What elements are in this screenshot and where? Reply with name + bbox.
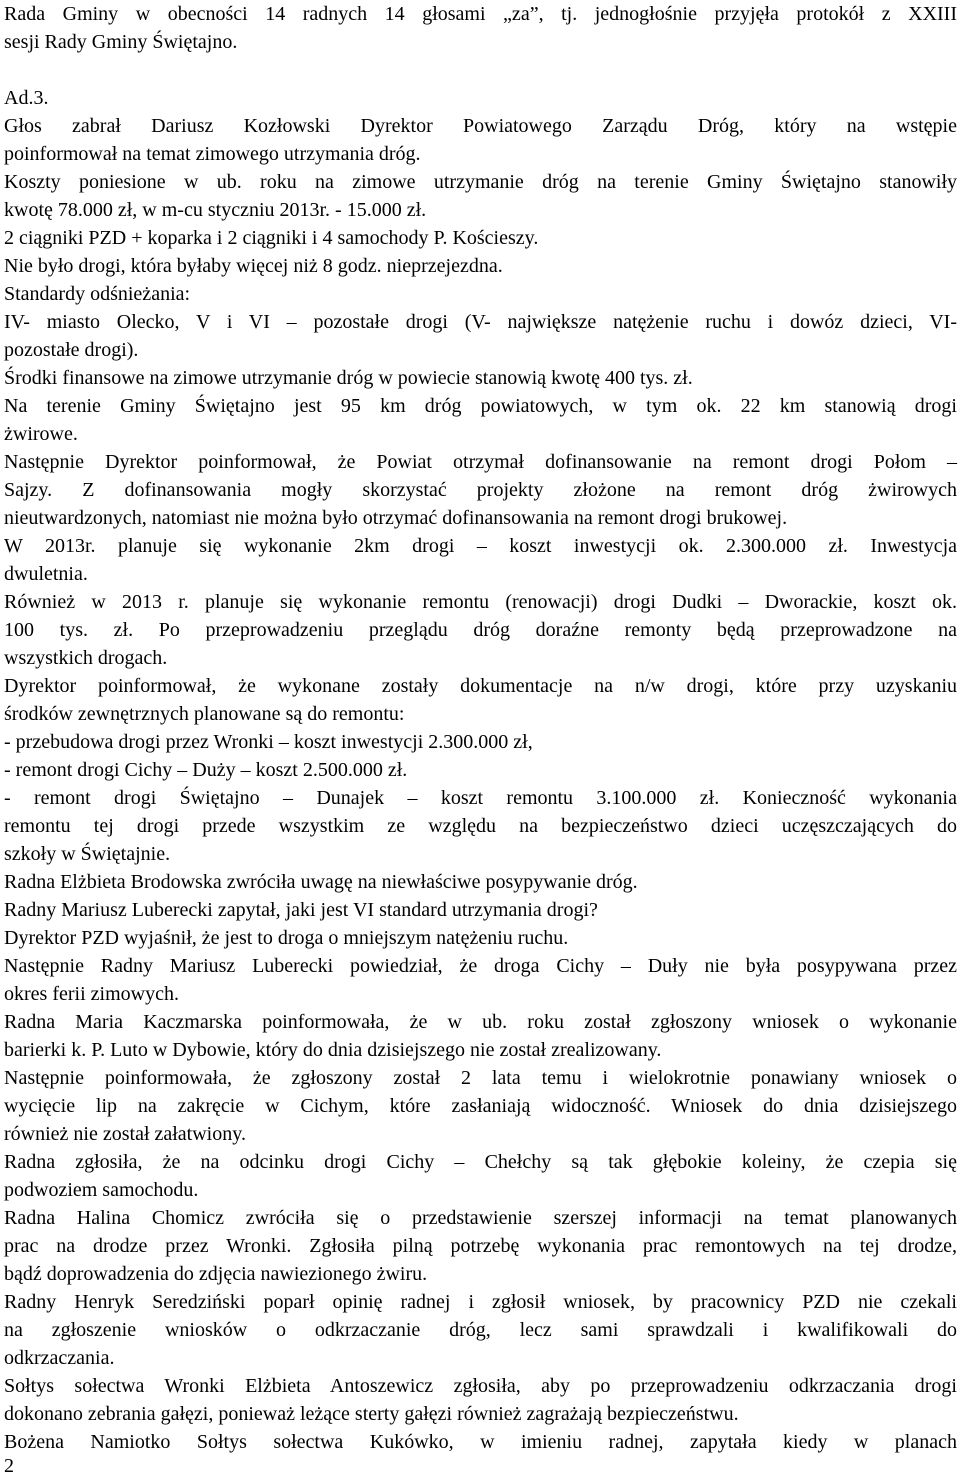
text-line: Radna zgłosiła, że na odcinku drogi Cichy – Chełchy są tak głębokie koleiny, że czepia się: [4, 1151, 957, 1173]
text-line: Koszty poniesione w ub. roku na zimowe utrzymanie dróg na terenie Gminy Świętajno stanowiły: [4, 171, 957, 193]
text-line: Sajzy. Z dofinansowania mogły skorzystać projekty złożone na remont dróg żwirowych: [4, 479, 957, 501]
blank-line: [4, 56, 957, 84]
text-line: Standardy odśnieżania:: [4, 283, 191, 305]
text-line: Następnie poinformowała, że zgłoszony został 2 lata temu i wielokrotnie ponawiany wniosek o: [4, 1067, 957, 1089]
text-line: wszystkich drogach.: [4, 647, 168, 669]
text-line: Dyrektor poinformował, że wykonane zostały dokumentacje na n/w drogi, które przy uzyskaniu: [4, 675, 957, 697]
text-line: - remont drogi Cichy – Duży – koszt 2.500.000 zł.: [4, 759, 408, 781]
text-line: żwirowe.: [4, 423, 78, 445]
text-line: nieutwardzonych, natomiast nie można było otrzymać dofinansowania na remont drogi brukowej.: [4, 507, 788, 529]
text-line: Głos zabrał Dariusz Kozłowski Dyrektor Powiatowego Zarządu Dróg, który na wstępie: [4, 115, 957, 137]
text-line: wycięcie lip na zakręcie w Cichym, które zasłaniają widoczność. Wniosek do dnia dzisiejszego: [4, 1095, 957, 1117]
text-line: dwuletnia.: [4, 563, 88, 585]
text-line: Radny Henryk Seredziński poparł opinię radnej i zgłosił wniosek, by pracownicy PZD nie czekali: [4, 1291, 957, 1313]
text-line: również nie został załatwiony.: [4, 1123, 246, 1145]
text-line: dokonano zebrania gałęzi, ponieważ leżące sterty gałęzi również zagrażają bezpieczeństwu.: [4, 1403, 739, 1425]
document-page: [4, 0, 957, 1456]
text-line: poinformował na temat zimowego utrzymania dróg.: [4, 143, 421, 165]
text-line: na zgłoszenie wniosków o odkrzaczanie dróg, lecz sami sprawdzali i kwalifikowali do: [4, 1319, 957, 1341]
text-line: 2 ciągniki PZD + koparka i 2 ciągniki i 4 samochody P. Kościeszy.: [4, 227, 539, 249]
text-line: prac na drodze przez Wronki. Zgłosiła pilną potrzebę wykonania prac remontowych na tej drodze,: [4, 1235, 957, 1257]
text-line: 100 tys. zł. Po przeprowadzeniu przeglądu dróg doraźne remonty będą przeprowadzone na: [4, 619, 957, 641]
text-line: Dyrektor PZD wyjaśnił, że jest to droga o mniejszym natężeniu ruchu.: [4, 927, 569, 949]
text-line: Radna Halina Chomicz zwróciła się o przedstawienie szerszej informacji na temat planowanych: [4, 1207, 957, 1229]
text-line: Środki finansowe na zimowe utrzymanie dróg w powiecie stanowią kwotę 400 tys. zł.: [4, 367, 693, 389]
section-heading: Ad.3.: [4, 87, 49, 109]
text-line: Radna Maria Kaczmarska poinformowała, że w ub. roku został zgłoszony wniosek o wykonanie: [4, 1011, 957, 1033]
text-line: środków zewnętrznych planowane są do remontu:: [4, 703, 405, 725]
text-line: Również w 2013 r. planuje się wykonanie remontu (renowacji) drogi Dudki – Dworackie, koszt ok.: [4, 591, 957, 613]
text-line: barierki k. P. Luto w Dybowie, który do dnia dzisiejszego nie został zrealizowany.: [4, 1039, 662, 1061]
text-line: Następnie Dyrektor poinformował, że Powiat otrzymał dofinansowanie na remont drogi Połom –: [4, 451, 957, 473]
text-line: Na terenie Gminy Świętajno jest 95 km dróg powiatowych, w tym ok. 22 km stanowią drogi: [4, 395, 957, 417]
text-line: Radny Mariusz Luberecki zapytał, jaki jest VI standard utrzymania drogi?: [4, 899, 598, 921]
text-line: Radna Elżbieta Brodowska zwróciła uwagę na niewłaściwe posypywanie dróg.: [4, 871, 638, 893]
text-line: Nie było drogi, która byłaby więcej niż 8 godz. nieprzejezdna.: [4, 255, 503, 277]
text-line: W 2013r. planuje się wykonanie 2km drogi – koszt inwestycji ok. 2.300.000 zł. Inwestycja: [4, 535, 957, 557]
text-line: odkrzaczania.: [4, 1347, 115, 1369]
page-number: 2: [4, 1455, 14, 1477]
text-line: IV- miasto Olecko, V i VI – pozostałe drogi (V- największe natężenie ruchu i dowóz dzieci, VI-: [4, 311, 957, 333]
text-line: Sołtys sołectwa Wronki Elżbieta Antoszewicz zgłosiła, aby po przeprowadzeniu odkrzaczania drogi: [4, 1375, 957, 1397]
text-line: - przebudowa drogi przez Wronki – koszt inwestycji 2.300.000 zł,: [4, 731, 533, 753]
text-line: szkoły w Świętajnie.: [4, 843, 171, 865]
text-line: sesji Rady Gminy Świętajno.: [4, 31, 238, 53]
text-line: remontu tej drogi przede wszystkim ze względu na bezpieczeństwo dzieci uczęszczających do: [4, 815, 957, 837]
text-line: pozostałe drogi).: [4, 339, 139, 361]
text-line: Rada Gminy w obecności 14 radnych 14 głosami „za”, tj. jednogłośnie przyjęła protokół z XXIII: [4, 3, 957, 25]
text-line: kwotę 78.000 zł, w m-cu styczniu 2013r. - 15.000 zł.: [4, 199, 427, 221]
text-line: Bożena Namiotko Sołtys sołectwa Kukówko, w imieniu radnej, zapytała kiedy w planach: [4, 1431, 957, 1453]
text-line: okres ferii zimowych.: [4, 983, 179, 1005]
text-line: Następnie Radny Mariusz Luberecki powiedział, że droga Cichy – Duły nie była posypywana przez: [4, 955, 957, 977]
text-line: podwoziem samochodu.: [4, 1179, 199, 1201]
text-line: - remont drogi Świętajno – Dunajek – koszt remontu 3.100.000 zł. Konieczność wykonania: [4, 787, 957, 809]
text-line: bądź doprowadzenia do zdjęcia nawiezionego żwiru.: [4, 1263, 428, 1285]
